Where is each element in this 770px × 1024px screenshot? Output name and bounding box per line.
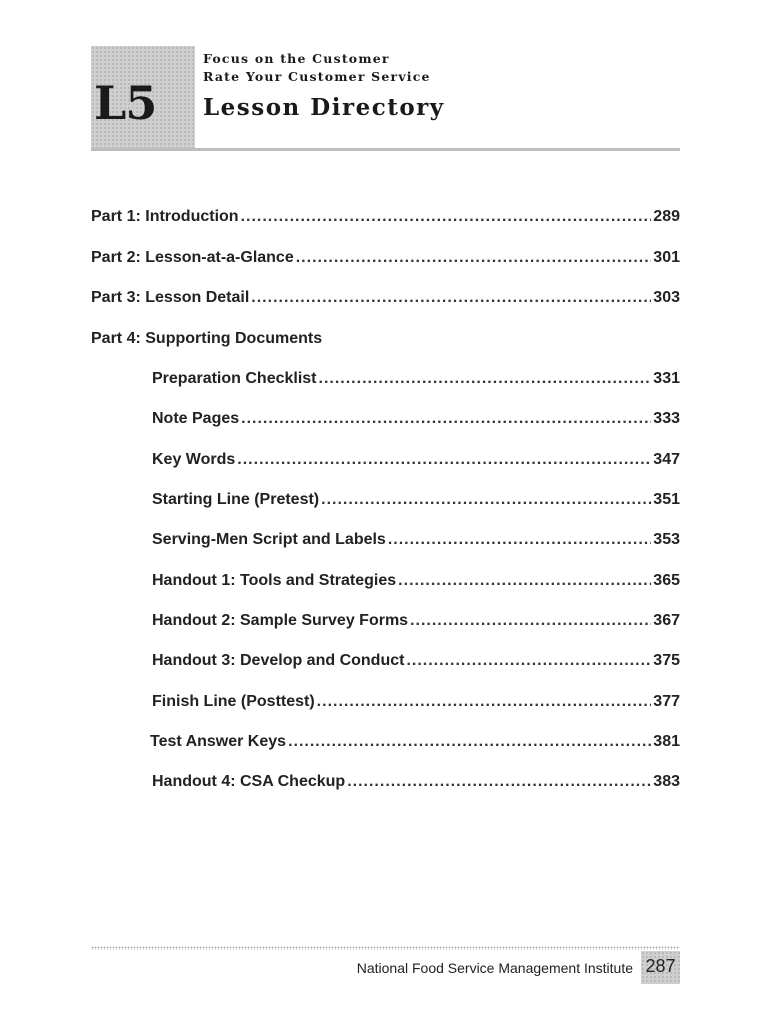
toc-page: 331 — [653, 370, 680, 387]
page-title: Lesson Directory — [203, 94, 445, 121]
toc-entry-note-pages[interactable] — [152, 410, 680, 428]
toc-entry-finish-line[interactable] — [152, 693, 680, 711]
toc-leader — [319, 370, 652, 388]
toc-page: 353 — [653, 531, 680, 548]
toc-label: Finish Line (Posttest) — [152, 693, 315, 710]
toc-page: 377 — [653, 693, 680, 710]
toc-leader — [406, 652, 651, 670]
toc-label: Serving-Men Script and Labels — [152, 531, 386, 548]
toc-page: 351 — [653, 491, 680, 508]
toc-leader — [410, 612, 651, 630]
toc-page: 383 — [653, 773, 680, 790]
toc-label: Part 4: Supporting Documents — [91, 330, 323, 347]
toc-leader — [237, 451, 651, 469]
footer-divider — [91, 946, 680, 950]
toc-leader — [241, 410, 651, 428]
toc-page: 381 — [653, 733, 680, 750]
toc-label: Starting Line (Pretest) — [152, 491, 320, 508]
lesson-code: L5 — [94, 76, 157, 130]
toc-page: 333 — [653, 410, 680, 427]
toc-entry-serving-men-script[interactable] — [152, 531, 680, 549]
toc-label: Part 1: Introduction — [91, 208, 239, 225]
toc-leader — [251, 289, 651, 307]
toc-page: 367 — [653, 612, 680, 629]
toc-leader — [347, 773, 651, 791]
toc-entry-test-answer-keys[interactable] — [150, 733, 680, 751]
toc-page: 347 — [653, 451, 680, 468]
toc-page: 365 — [653, 572, 680, 589]
toc-section-supporting-documents — [91, 330, 322, 348]
toc-entry-introduction[interactable] — [91, 208, 680, 226]
toc-label: Part 2: Lesson-at-a-Glance — [91, 249, 294, 266]
toc-entry-handout-3[interactable] — [152, 652, 680, 670]
toc-entry-handout-1[interactable] — [152, 572, 680, 590]
header-divider — [91, 148, 680, 151]
course-title: Focus on the Customer — [203, 51, 390, 66]
toc-leader — [288, 733, 651, 751]
toc-entry-preparation-checklist[interactable] — [152, 370, 680, 388]
toc-label: Handout 1: Tools and Strategies — [152, 572, 397, 589]
toc-label: Handout 4: CSA Checkup — [152, 773, 346, 790]
toc-leader — [317, 693, 652, 711]
toc-leader — [388, 531, 651, 549]
toc-label: Note Pages — [152, 410, 240, 427]
toc-page: 303 — [653, 289, 680, 306]
page-number: 287 — [645, 956, 676, 976]
toc-entry-lesson-detail[interactable] — [91, 289, 680, 307]
toc-leader — [296, 249, 652, 267]
toc-label: Handout 3: Develop and Conduct — [152, 652, 405, 669]
toc-page: 289 — [653, 208, 680, 225]
toc-leader — [321, 491, 651, 509]
toc-label: Part 3: Lesson Detail — [91, 289, 250, 306]
toc-entry-lesson-at-a-glance[interactable] — [91, 249, 680, 267]
footer-institute: National Food Service Management Institute — [356, 960, 633, 976]
toc-page: 375 — [653, 652, 680, 669]
toc-label: Test Answer Keys — [150, 733, 287, 750]
toc-label: Handout 2: Sample Survey Forms — [152, 612, 409, 629]
toc-label: Key Words — [152, 451, 236, 468]
toc-entry-starting-line[interactable] — [152, 491, 680, 509]
toc-page: 301 — [653, 249, 680, 266]
toc-leader — [241, 208, 652, 226]
toc-entry-handout-2[interactable] — [152, 612, 680, 630]
toc-entry-handout-4[interactable] — [152, 773, 680, 791]
toc-leader — [398, 572, 651, 590]
lesson-title: Rate Your Customer Service — [203, 69, 431, 84]
toc-label: Preparation Checklist — [152, 370, 317, 387]
toc-entry-key-words[interactable] — [152, 451, 680, 469]
